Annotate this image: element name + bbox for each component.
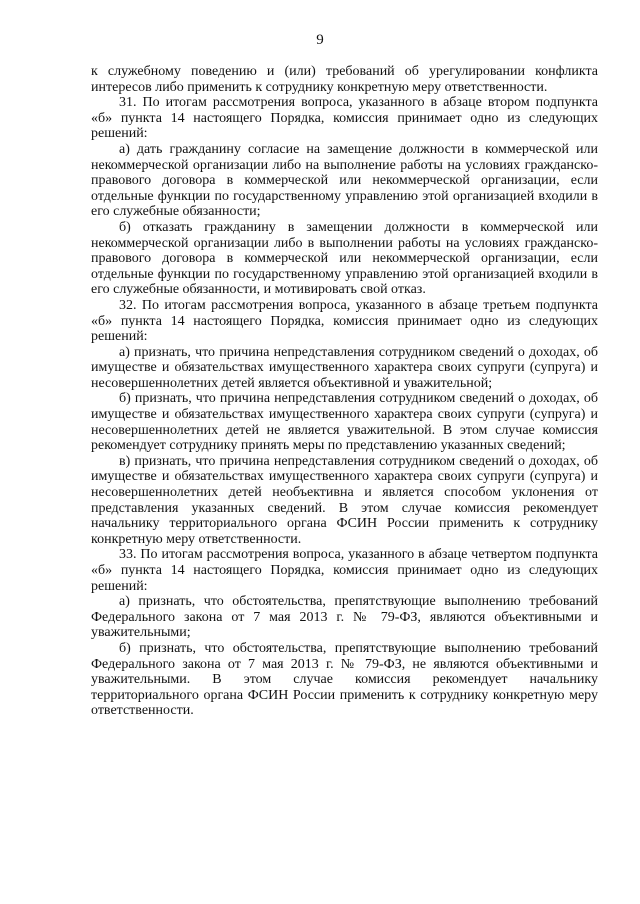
page-number: 9 [316, 32, 324, 48]
paragraph-32-a: а) признать, что причина непредставления сотрудником сведений о доходах, об имуществе и обязательствах имущественного характера своих супруги (супруга) и несовершеннолетних детей является объективной и уважительной; [91, 344, 598, 391]
paragraph-item-31: 31. По итогам рассмотрения вопроса, указанного в абзаце втором подпункта «б» пункта 14 настоящего Порядка, комиссия принимает одно из следующих решений: [91, 95, 598, 142]
paragraph-32-b: б) признать, что причина непредставления сотрудником сведений о доходах, об имуществе и обязательствах имущественного характера своих супруги (супруга) и несовершеннолетних детей не является уважительной. В этом случае комиссия рекомендует сотруднику принять меры по представлению указанных сведений; [91, 391, 598, 454]
paragraph-32-v: в) признать, что причина непредставления сотрудником сведений о доходах, об имуществе и обязательствах имущественного характера своих супруги (супруга) и несовершеннолетних детей необъективна и является способом уклонения от представления указанных сведений. В этом случае комиссия рекомендует начальнику территориального органа ФСИН России применить к сотруднику конкретную меру ответственности. [91, 453, 598, 547]
paragraph-33-b: б) признать, что обстоятельства, препятствующие выполнению требований Федерального закона от 7 мая 2013 г. № 79-ФЗ, не являются объективными и уважительными. В этом случае комиссия рекомендует начальнику территориального органа ФСИН России применить к сотруднику конкретную меру ответственности. [91, 640, 598, 719]
paragraph-33-a: а) признать, что обстоятельства, препятствующие выполнению требований Федерального закона от 7 мая 2013 г. № 79-ФЗ, являются объективными и уважительными; [91, 594, 598, 641]
paragraph-31-b: б) отказать гражданину в замещении должности в коммерческой или некоммерческой организации либо в выполнении работы на условиях гражданско-правового договора в коммерческой или некоммерческой организации, если отдельные функции по государственному управлению этой организацией входили в его служебные обязанности, и мотивировать свой отказ. [91, 219, 598, 298]
paragraph-item-33: 33. По итогам рассмотрения вопроса, указанного в абзаце четвертом подпункта «б» пункта 14 настоящего Порядка, комиссия принимает одно из следующих решений: [91, 547, 598, 594]
document-body [91, 64, 598, 719]
paragraph-continuation: к служебному поведению и (или) требований об урегулировании конфликта интересов либо применить к сотруднику конкретную меру ответственности. [91, 64, 598, 95]
paragraph-31-a: а) дать гражданину согласие на замещение должности в коммерческой или некоммерческой организации либо на выполнение работы на условиях гражданско-правового договора в коммерческой или некоммерческой организации, если отдельные функции по государственному управлению этой организацией входили в его служебные обязанности; [91, 141, 598, 220]
paragraph-item-32: 32. По итогам рассмотрения вопроса, указанного в абзаце третьем подпункта «б» пункта 14 настоящего Порядка, комиссия принимает одно из следующих решений: [91, 297, 598, 345]
